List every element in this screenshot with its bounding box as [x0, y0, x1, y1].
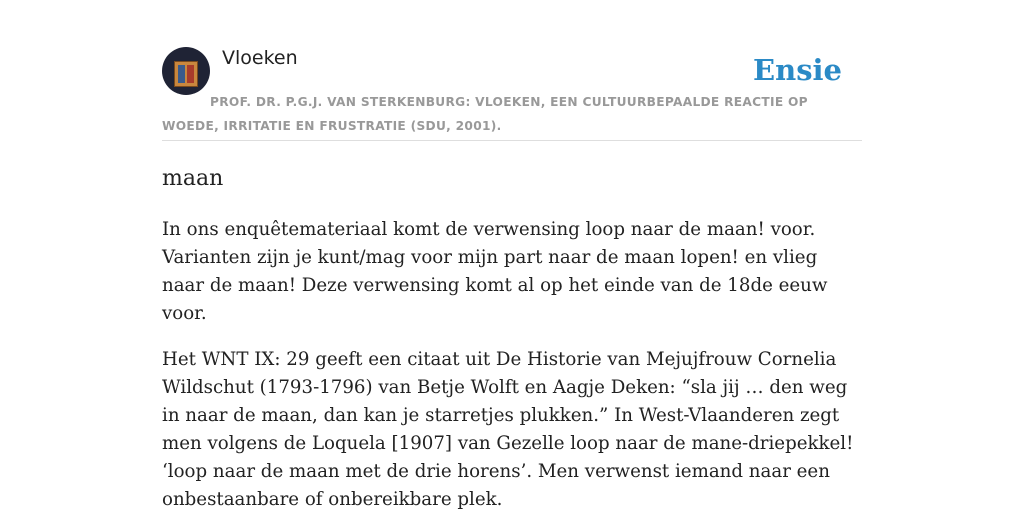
dictionary-title-link[interactable]: Vloeken: [222, 47, 298, 69]
source-citation: PROF. DR. P.G.J. VAN STERKENBURG: VLOEKEN, EEN CULTUURBEPAALDE REACTIE OP WOEDE, IRRITATIE EN FRUSTRATIE (SDU, 2001).: [162, 95, 808, 133]
entry-headword: maan: [162, 166, 224, 191]
entry-header: [162, 46, 862, 141]
entry-paragraph: In ons enquêtemateriaal komt de verwensing loop naar de maan! voor. Varianten zijn je kunt/mag voor mijn part naar de maan lopen! en vlieg naar de maan! Deze verwensing komt al op het einde van de 18de eeuw voor.: [162, 219, 828, 324]
ensie-logo[interactable]: Ensie: [753, 53, 842, 87]
book-cover-icon: [174, 61, 198, 87]
entry-body: [162, 216, 862, 512]
dictionary-avatar[interactable]: [162, 47, 210, 95]
entry-paragraph: Het WNT IX: 29 geeft een citaat uit De Historie van Mejujfrouw Cornelia Wildschut (1793-1796) van Betje Wolft en Aagje Deken: “sla jij … den weg in naar de maan, dan kan je starretjes plukken.” In West-Vlaanderen zegt men volgens de Loquela [1907] van Gezelle loop naar de mane-driepekkel! ‘loop naar de maan met de drie horens’. Men verwenst iemand naar een onbestaanbare of onbereikbare plek.: [162, 349, 854, 510]
